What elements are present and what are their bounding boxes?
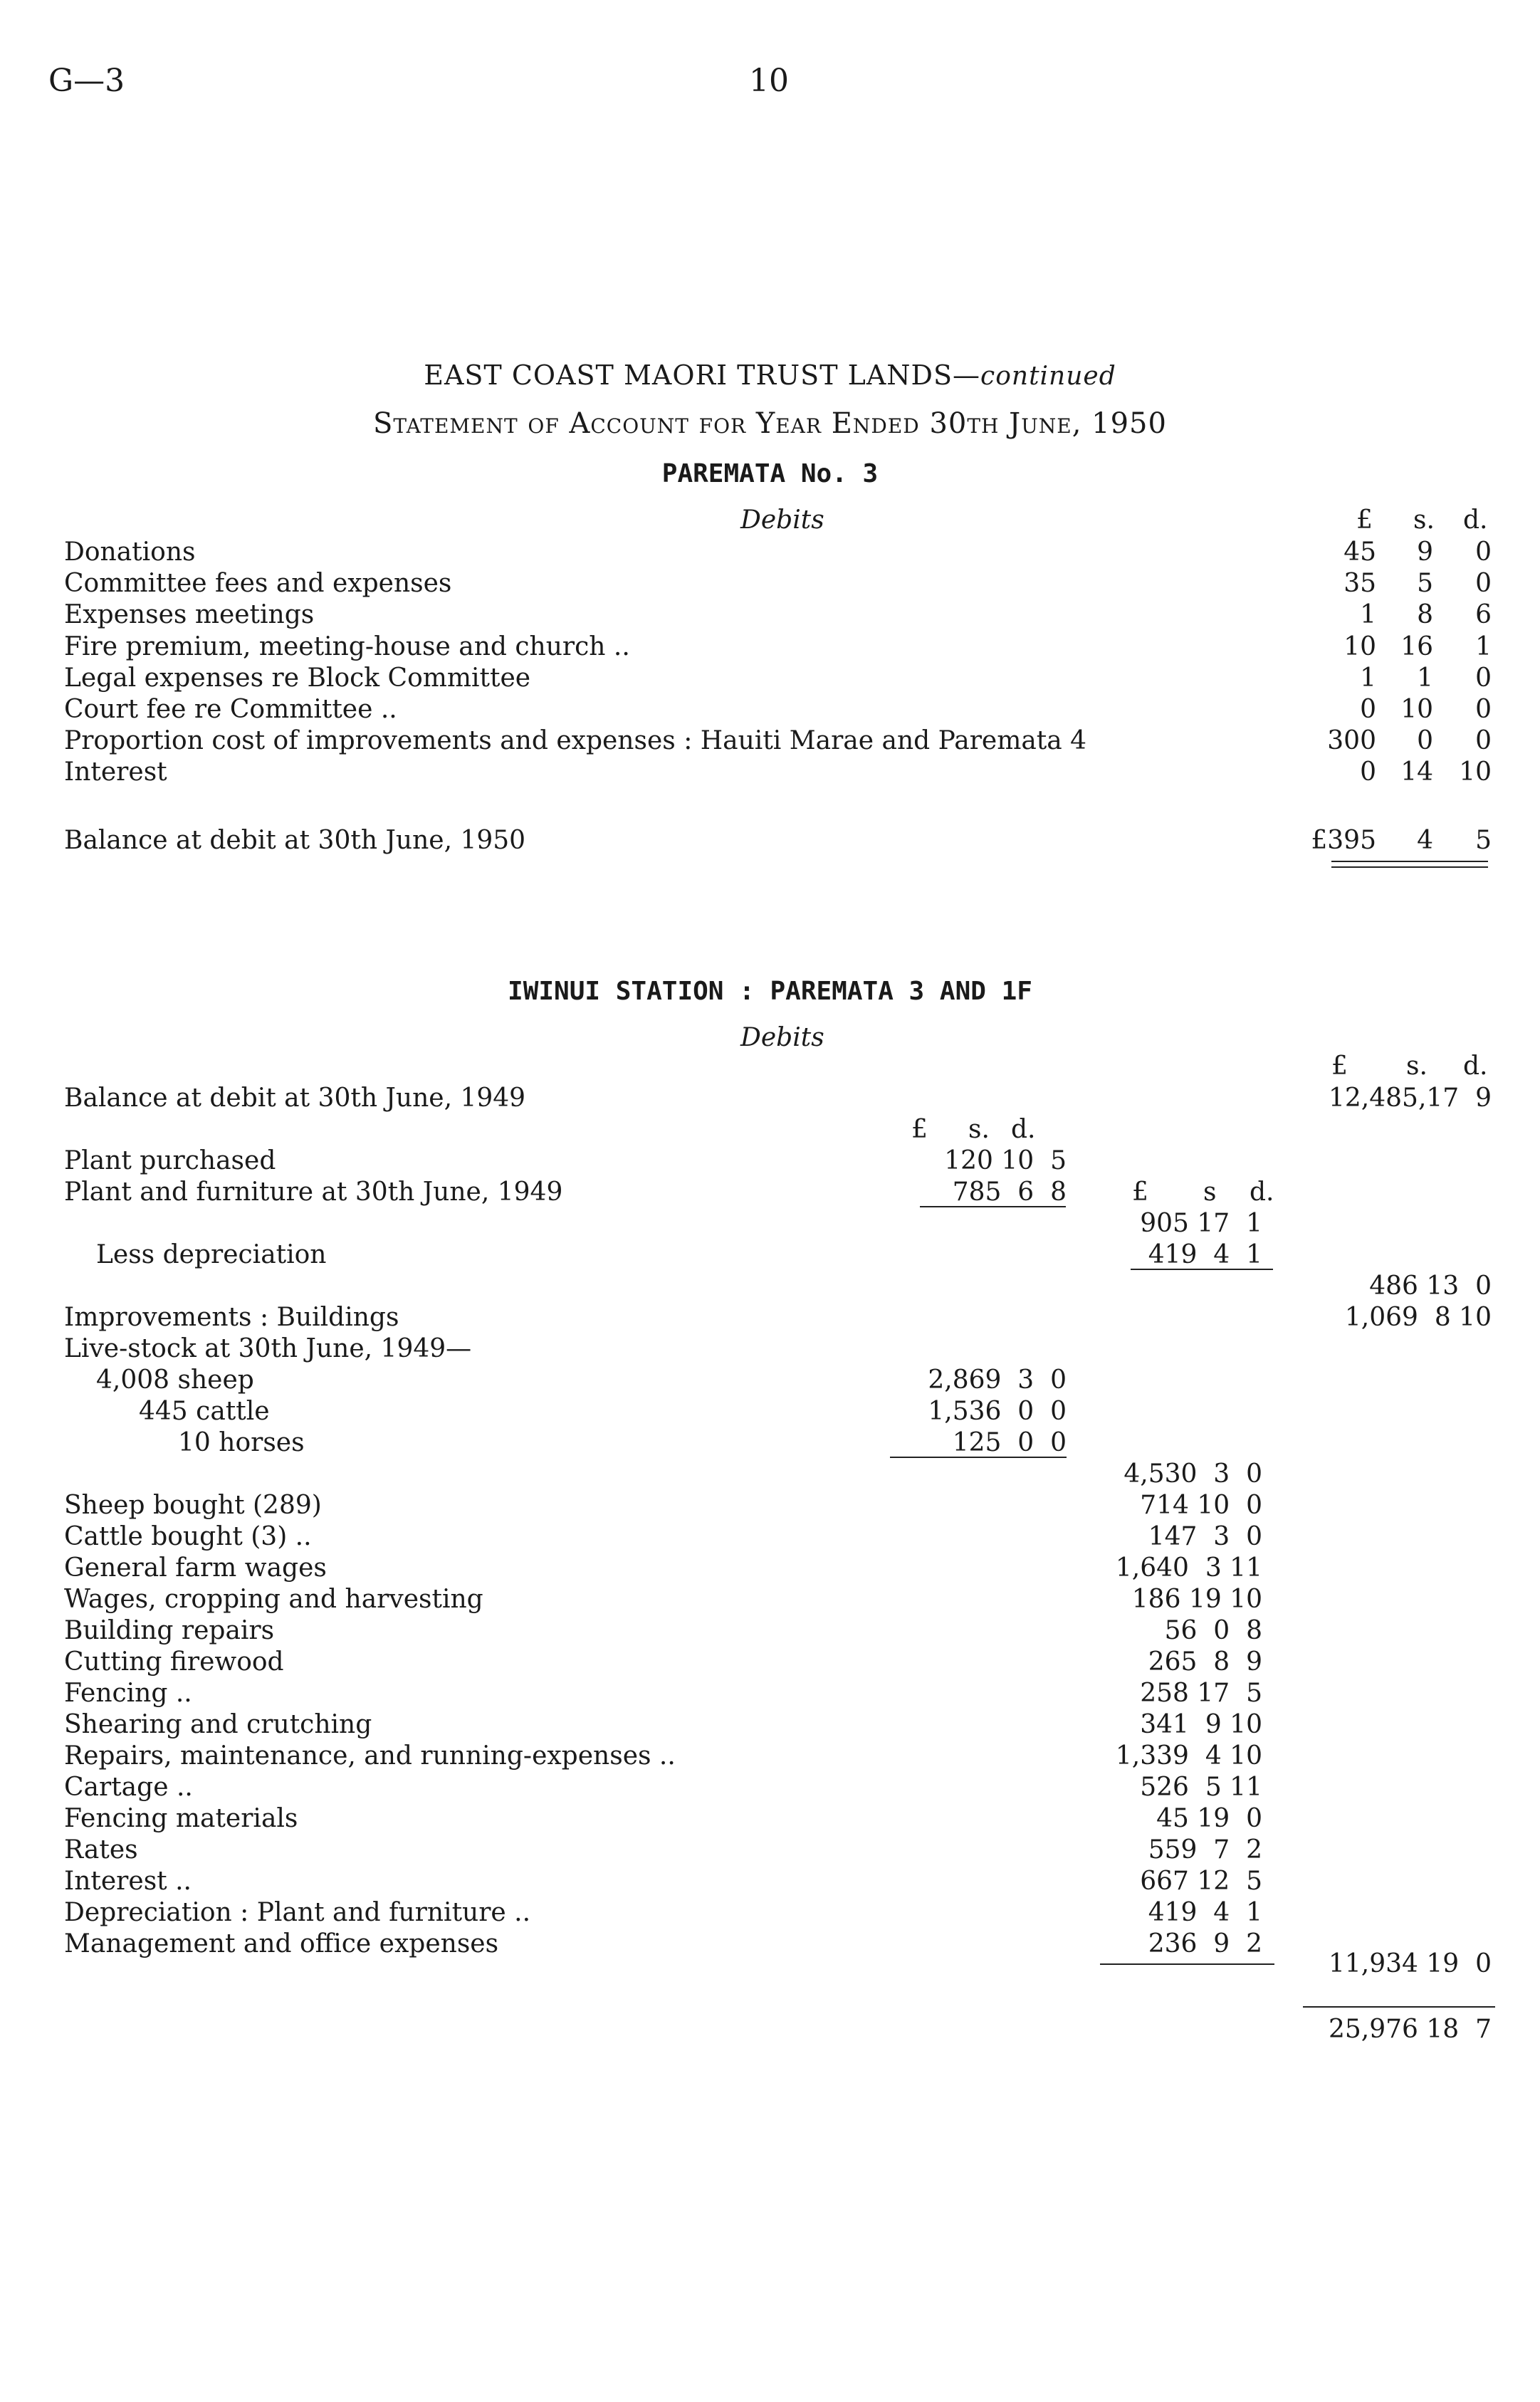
subhdr-pounds: £ <box>911 1115 928 1144</box>
col-b-value: 186 19 10 <box>1131 1585 1262 1614</box>
row-label: Cattle bought (3) .. <box>64 1522 312 1551</box>
row-label: Less depreciation <box>96 1240 327 1269</box>
document-title: EAST COAST MAORI TRUST LANDS—continued <box>424 360 1116 391</box>
col-b-value: 56 0 8 <box>1164 1616 1262 1645</box>
row-shillings: 14 <box>1400 757 1433 787</box>
iwinui-col-pounds: £ <box>1331 1051 1348 1081</box>
iwinui-expense-row <box>0 1835 1540 1867</box>
subhdr-pence: d. <box>1011 1115 1036 1144</box>
iwinui-expense-row <box>0 1679 1540 1710</box>
iwinui-grand-total-row <box>0 2015 1540 2046</box>
paremata-row <box>0 600 1540 631</box>
row-pence: 1 <box>1475 632 1492 661</box>
col-b-value: 236 9 2 <box>1148 1929 1262 1958</box>
row-label: Interest <box>64 757 167 787</box>
row-label: Proportion cost of improvements and expenses : Hauiti Marae and Paremata 4 <box>64 726 1087 755</box>
rule-plant <box>920 1206 1066 1207</box>
row-pounds: 35 <box>1343 569 1376 598</box>
paremata-col-pounds: £ <box>1356 505 1373 535</box>
col-a-value: 1,536 0 0 <box>928 1397 1067 1426</box>
row-total: 1,069 8 10 <box>1344 1303 1492 1332</box>
iwinui-less-dep-row <box>0 1240 1540 1271</box>
col-b-value: 1,640 3 11 <box>1115 1553 1262 1583</box>
paremata-heading: PAREMATA No. 3 <box>661 459 879 488</box>
row-label: Plant and furniture at 30th June, 1949 <box>64 1178 563 1207</box>
row-shillings: 10 <box>1400 695 1433 724</box>
document-subtitle: Statement of Account for Year Ended 30th June, 1950 <box>373 407 1167 440</box>
row-label: Repairs, maintenance, and running-expenses .. <box>64 1741 676 1771</box>
row-label: Cartage .. <box>64 1773 193 1802</box>
row-total: 486 13 0 <box>1369 1271 1492 1301</box>
section-code: G—3 <box>48 63 125 99</box>
row-pounds: 1 <box>1360 600 1376 629</box>
col-b-value: 147 3 0 <box>1148 1522 1262 1551</box>
row-label: 4,008 sheep <box>96 1365 254 1395</box>
col-b-value: 341 9 10 <box>1140 1710 1262 1739</box>
iwinui-col-shillings: s. <box>1406 1051 1428 1081</box>
row-label: Fencing .. <box>64 1679 192 1708</box>
iwinui-expense-row <box>0 1491 1540 1522</box>
paremata-row <box>0 664 1540 695</box>
iwinui-expense-row <box>0 1553 1540 1585</box>
iwinui-balance-1949-row <box>0 1084 1540 1115</box>
col-a-value: 2,869 3 0 <box>928 1365 1067 1395</box>
paremata-row <box>0 569 1540 600</box>
row-label: Improvements : Buildings <box>64 1303 399 1332</box>
col-b-value: 4,530 3 0 <box>1123 1459 1262 1489</box>
row-pence: 10 <box>1459 757 1492 787</box>
row-label: Sheep bought (289) <box>64 1491 322 1520</box>
row-shillings: 9 <box>1417 537 1433 567</box>
col-b-value: 1,339 4 10 <box>1115 1741 1262 1771</box>
iwinui-expense-row <box>0 1867 1540 1898</box>
row-shillings: 0 <box>1417 726 1433 755</box>
iwinui-improvements-row <box>0 1303 1540 1334</box>
row-pounds: 1 <box>1360 664 1376 693</box>
row-pounds: 0 <box>1360 757 1376 787</box>
page-number: 10 <box>749 63 789 99</box>
iwinui-subheader-row <box>0 1115 1540 1146</box>
row-label: Donations <box>64 537 196 567</box>
rule-livestock <box>890 1457 1067 1458</box>
title-text: EAST COAST MAORI TRUST LANDS <box>424 360 953 391</box>
row-pence: 0 <box>1475 726 1492 755</box>
paremata-row <box>0 757 1540 789</box>
row-label: Committee fees and expenses <box>64 569 452 598</box>
paremata-row <box>0 537 1540 569</box>
iwinui-expense-row <box>0 1522 1540 1553</box>
iwinui-expense-row <box>0 1804 1540 1835</box>
balance-shillings: 4 <box>1417 826 1433 855</box>
iwinui-net-plant-row <box>0 1271 1540 1303</box>
row-label: Live-stock at 30th June, 1949— <box>64 1334 472 1363</box>
paremata-rule-2 <box>1331 866 1488 868</box>
row-label: Court fee re Committee .. <box>64 695 397 724</box>
col-a-value: 120 10 5 <box>944 1146 1067 1175</box>
rule-grand-total <box>1303 2006 1495 2008</box>
row-label: Building repairs <box>64 1616 275 1645</box>
row-label: Fencing materials <box>64 1804 298 1833</box>
row-label: General farm wages <box>64 1553 327 1583</box>
paremata-debits-label: Debits <box>740 505 824 535</box>
iwinui-col-pence: d. <box>1463 1051 1488 1081</box>
iwinui-expenses-total-row <box>0 1949 1540 1981</box>
paremata-row <box>0 632 1540 664</box>
row-total: 12,485,17 9 <box>1328 1084 1492 1113</box>
iwinui-expense-row <box>0 1585 1540 1616</box>
iwinui-livestock-row <box>0 1428 1540 1459</box>
col-b-value: 905 17 1 <box>1140 1209 1262 1238</box>
row-label: Fire premium, meeting-house and church .. <box>64 632 630 661</box>
row-shillings: 8 <box>1417 600 1433 629</box>
col-b-value: 526 5 11 <box>1140 1773 1262 1802</box>
balance-pence: 5 <box>1475 826 1492 855</box>
paremata-rule-1 <box>1331 861 1488 862</box>
col-b-value: 419 4 1 <box>1148 1898 1262 1927</box>
row-pence: 0 <box>1475 569 1492 598</box>
row-label: Balance at debit at 30th June, 1949 <box>64 1084 526 1113</box>
iwinui-plant-sum-row <box>0 1209 1540 1240</box>
row-pounds: 0 <box>1360 695 1376 724</box>
row-pence: 0 <box>1475 695 1492 724</box>
row-shillings: 1 <box>1417 664 1433 693</box>
col-b-value: 559 7 2 <box>1148 1835 1262 1865</box>
row-pounds: 300 <box>1327 726 1376 755</box>
row-pounds: 10 <box>1343 632 1376 661</box>
row-label: 10 horses <box>178 1428 305 1457</box>
row-label: Expenses meetings <box>64 600 315 629</box>
iwinui-livestock-row <box>0 1397 1540 1428</box>
rule-less-dep <box>1131 1269 1273 1270</box>
iwinui-expense-row <box>0 1616 1540 1647</box>
row-label: Wages, cropping and harvesting <box>64 1585 483 1614</box>
col-b-value: 45 19 0 <box>1156 1804 1262 1833</box>
iwinui-expense-row <box>0 1741 1540 1773</box>
row-total: 25,976 18 7 <box>1328 2015 1492 2044</box>
iwinui-livestock-row <box>0 1365 1540 1397</box>
row-pounds: 45 <box>1343 537 1376 567</box>
paremata-col-pence: d. <box>1463 505 1488 535</box>
col-b-value: 419 4 1 <box>1148 1240 1262 1269</box>
iwinui-expense-row <box>0 1710 1540 1741</box>
col-a-value: 785 6 8 <box>952 1178 1067 1207</box>
row-label: Depreciation : Plant and furniture .. <box>64 1898 531 1927</box>
subhdr-shillings: s. <box>968 1115 990 1144</box>
row-pence: 0 <box>1475 537 1492 567</box>
paremata-row <box>0 726 1540 757</box>
iwinui-plant-purchased-row <box>0 1146 1540 1178</box>
row-shillings: 16 <box>1400 632 1433 661</box>
iwinui-livestock-sum-row <box>0 1459 1540 1491</box>
row-label: 445 cattle <box>139 1397 270 1426</box>
iwinui-expense-row <box>0 1647 1540 1679</box>
iwinui-livestock-label-row <box>0 1334 1540 1365</box>
iwinui-expense-row <box>0 1898 1540 1929</box>
col-b-value: 714 10 0 <box>1140 1491 1262 1520</box>
paremata-balance-row <box>0 826 1540 857</box>
col-b-value: 258 17 5 <box>1140 1679 1262 1708</box>
row-shillings: 5 <box>1417 569 1433 598</box>
row-label: Rates <box>64 1835 138 1865</box>
row-label: Shearing and crutching <box>64 1710 372 1739</box>
col-a-value: 125 0 0 <box>952 1428 1067 1457</box>
iwinui-heading: IWINUI STATION : PAREMATA 3 AND 1F <box>508 977 1032 1006</box>
row-pence: 6 <box>1475 600 1492 629</box>
iwinui-debits-label: Debits <box>740 1023 824 1052</box>
row-label: Plant purchased <box>64 1146 276 1175</box>
balance-pounds: £395 <box>1311 826 1376 855</box>
row-label: Cutting firewood <box>64 1647 284 1677</box>
balance-label: Balance at debit at 30th June, 1950 <box>64 826 526 855</box>
row-label: Management and office expenses <box>64 1929 499 1958</box>
midhdr-shillings: s <box>1203 1178 1217 1207</box>
col-b-value: 667 12 5 <box>1140 1867 1262 1896</box>
paremata-col-shillings: s. <box>1413 505 1435 535</box>
title-continued: continued <box>980 362 1116 391</box>
row-label: Interest .. <box>64 1867 192 1896</box>
paremata-row <box>0 695 1540 726</box>
iwinui-plant-furniture-row <box>0 1178 1540 1209</box>
row-pence: 0 <box>1475 664 1492 693</box>
midhdr-pence: d. <box>1250 1178 1274 1207</box>
iwinui-expense-row <box>0 1773 1540 1804</box>
midhdr-pounds: £ <box>1132 1178 1148 1207</box>
col-b-value: 265 8 9 <box>1148 1647 1262 1677</box>
row-total: 11,934 19 0 <box>1328 1949 1492 1978</box>
row-label: Legal expenses re Block Committee <box>64 664 531 693</box>
